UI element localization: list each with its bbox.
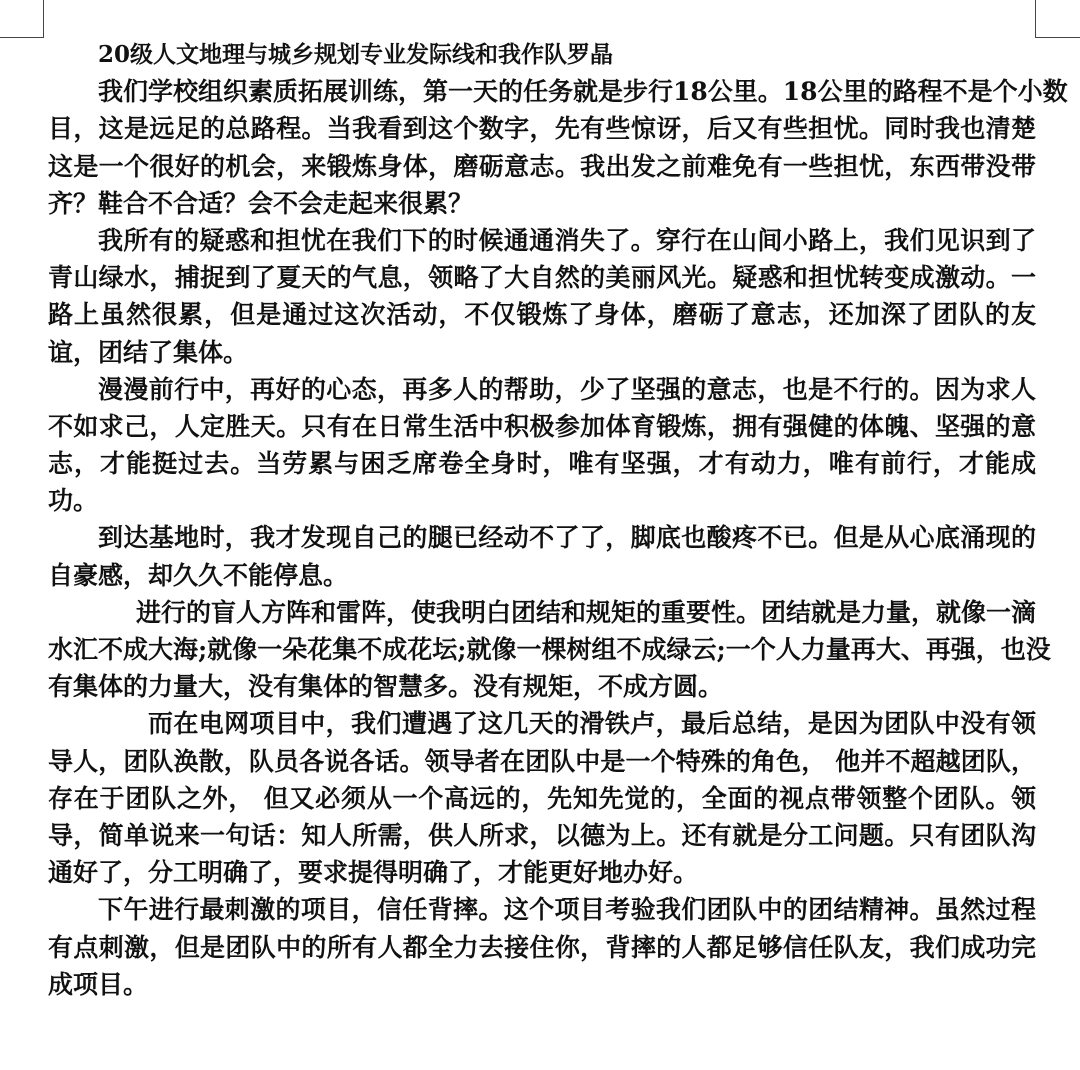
text-line: 水汇不成大海;就像一朵花集不成花坛;就像一棵树组不成绿云;一个人力量再大、再强，也没: [48, 635, 1051, 664]
text-line: 我们学校组织素质拓展训练，第一天的任务就是步行18公里。18公里的路程不是个小数: [98, 77, 1068, 107]
text-line: 不如求己，人定胜天。只有在日常生活中积极参加体育锻炼，拥有强健的体魄、坚强的意: [48, 411, 1036, 441]
text-line: 志，才能挺过去。当劳累与困乏席卷全身时，唯有坚强，才有动力，唯有前行，才能成: [48, 449, 1036, 479]
document-title: 20级人文地理与城乡规划专业发际线和我作队罗晶: [98, 41, 614, 68]
text-line: 下午进行最刺激的项目，信任背摔。这个项目考验我们团队中的团结精神。虽然过程: [98, 895, 1036, 925]
text-line: 通好了，分工明确了，要求提得明确了，才能更好地办好。: [48, 858, 699, 888]
crop-mark-top-right-vertical: [1035, 0, 1036, 38]
crop-mark-top-left-horizontal: [0, 37, 44, 38]
text-line: 谊，团结了集体。: [48, 337, 249, 367]
text-line: 我所有的疑惑和担忧在我们下的时候通通消失了。穿行在山间小路上，我们见识到了: [98, 225, 1036, 255]
text-line: 到达基地时，我才发现自己的腿已经动不了了，脚底也酸疼不已。但是从心底涌现的: [98, 523, 1036, 553]
text-line: 青山绿水，捕捉到了夏天的气息，领略了大自然的美丽风光。疑惑和担忧转变成激动。一: [48, 263, 1036, 293]
text-line: 目，这是远足的总路程。当我看到这个数字，先有些惊讶，后又有些担忧。同时我也清楚: [48, 114, 1036, 144]
text-line: 路上虽然很累，但是通过这次活动，不仅锻炼了身体，磨砺了意志，还加深了团队的友: [48, 300, 1036, 330]
text-line: 有集体的力量大，没有集体的智慧多。没有规矩，不成方圆。: [48, 672, 724, 702]
text-line: 而在电网项目中，我们遭遇了这几天的滑铁卢，最后总结，是因为团队中没有领: [148, 709, 1036, 739]
text-line: 齐？鞋合不合适？会不会走起来很累？: [48, 188, 474, 218]
crop-mark-top-left-vertical: [43, 0, 44, 38]
text-line: 漫漫前行中，再好的心态，再多人的帮助，少了坚强的意志，也是不行的。因为求人: [98, 374, 1036, 404]
text-line: 导人，团队涣散，队员各说各话。领导者在团队中是一个特殊的角色， 他并不超越团队，: [48, 746, 1036, 776]
document-body: [48, 73, 1068, 1003]
text-line: 导，简单说来一句话：知人所需，供人所求，以德为上。还有就是分工问题。只有团队沟: [48, 820, 1036, 850]
text-line: 存在于团队之外， 但又必须从一个高远的，先知先觉的，全面的视点带领整个团队。领: [48, 783, 1036, 813]
text-line: 功。: [48, 486, 99, 516]
crop-mark-top-right-horizontal: [1035, 37, 1080, 38]
text-line: 有点刺激，但是团队中的所有人都全力去接住你，背摔的人都足够信任队友，我们成功完: [48, 932, 1036, 962]
text-line: 成项目。: [48, 969, 149, 999]
text-line: 自豪感，却久久不能停息。: [48, 560, 349, 590]
document-page: [48, 36, 1068, 1003]
text-line: 这是一个很好的机会，来锻炼身体，磨砺意志。我出发之前难免有一些担忧，东西带没带: [48, 151, 1036, 181]
text-line: 进行的盲人方阵和雷阵，使我明白团结和规矩的重要性。团结就是力量，就像一滴: [136, 597, 1037, 627]
